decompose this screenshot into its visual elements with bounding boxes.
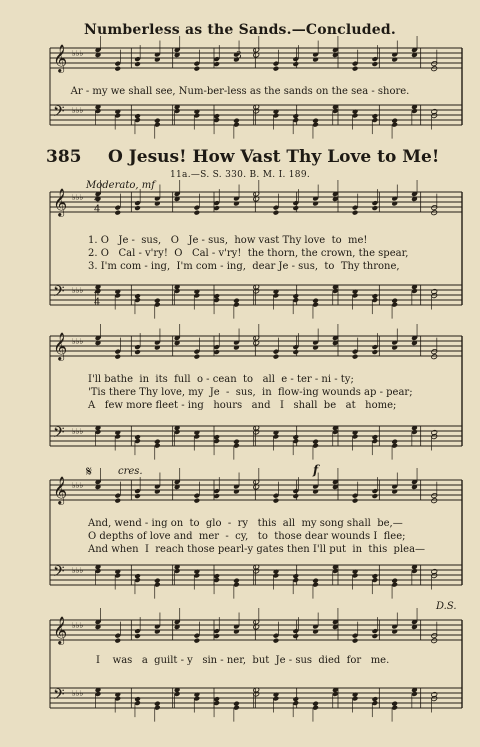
note-head <box>312 629 319 635</box>
triplet-mark: 3 <box>236 51 242 61</box>
clef-symbol: 𝄢 <box>53 686 65 707</box>
clef-symbol: 𝄢 <box>53 283 65 304</box>
note-head <box>391 57 398 63</box>
clef-symbol: 4 <box>94 204 101 215</box>
note-head <box>431 66 438 72</box>
note-head <box>292 61 299 67</box>
note-head <box>194 638 201 644</box>
clef-symbol: ♭♭♭ <box>72 566 84 575</box>
note-head <box>273 66 280 72</box>
verse-line: 3. I'm com - ing, I'm com - ing, dear Je - sus, to Thy throne, <box>88 261 400 272</box>
clef-symbol: 𝄢 <box>53 563 65 584</box>
segno-sign: 𝄋 <box>86 464 93 480</box>
note-head <box>372 349 379 355</box>
note-head <box>233 629 240 635</box>
note-head <box>134 205 141 211</box>
clef-symbol: ♭♭♭ <box>72 337 84 346</box>
note-head <box>312 57 319 63</box>
note-head <box>233 345 240 351</box>
clef-symbol: ♭♭♭ <box>72 481 84 490</box>
note-head <box>431 349 438 355</box>
note-head <box>312 489 319 495</box>
note-head <box>154 489 161 495</box>
note-head <box>391 489 398 495</box>
hymn-reference: 11a.—S. S. 330. B. M. I. 189. <box>170 170 310 180</box>
tempo-marking: Moderato, mf <box>86 180 155 191</box>
note-head <box>352 354 359 360</box>
verse-line: 'Tis there Thy love, my Je - sus, in flow-ing wounds ap - pear; <box>88 387 413 398</box>
clef-symbol: 𝄞 <box>53 616 68 644</box>
note-head <box>391 201 398 207</box>
note-head <box>154 345 161 351</box>
note-head <box>431 205 438 211</box>
note-head <box>233 201 240 207</box>
note-head <box>431 354 438 360</box>
clef-symbol: 4 <box>94 297 101 308</box>
note-head <box>372 205 379 211</box>
clef-symbol: ♭♭♭ <box>72 49 84 58</box>
note-head <box>114 354 121 360</box>
verse-line: 2. O Cal - v'ry! O Cal - v'ry! the thorn, the crown, the spear, <box>88 248 409 259</box>
note-head <box>154 629 161 635</box>
note-head <box>194 354 201 360</box>
note-head <box>134 349 141 355</box>
continued-hymn-title: Numberless as the Sands.—Concluded. <box>84 22 396 38</box>
note-head <box>233 489 240 495</box>
clef-symbol: 𝄞 <box>53 188 68 216</box>
note-head <box>114 66 121 72</box>
top-system-lyric: Ar - my we shall see, Num-ber-less as the sands on the sea - shore. <box>70 86 410 97</box>
note-head <box>372 633 379 639</box>
note-head <box>194 66 201 72</box>
clef-symbol: 𝄞 <box>53 476 68 504</box>
note-head <box>431 61 438 67</box>
note-head <box>431 493 438 499</box>
hymn-title: O Jesus! How Vast Thy Love to Me! <box>108 147 440 167</box>
note-head <box>273 354 280 360</box>
note-head <box>312 201 319 207</box>
note-head <box>154 201 161 207</box>
note-head <box>372 61 379 67</box>
clef-symbol: ♭♭♭ <box>72 427 84 436</box>
note-head <box>352 498 359 504</box>
note-head <box>391 345 398 351</box>
verse-line: A few more fleet - ing hours and I shall be at home; <box>88 400 397 411</box>
note-head <box>431 498 438 504</box>
clef-symbol: 𝄞 <box>53 44 68 72</box>
hymn-number: 385 <box>46 147 82 167</box>
note-head <box>154 57 161 63</box>
note-head <box>194 498 201 504</box>
verse-line: And when I reach those pearl-y gates then I'll put in this plea— <box>88 544 426 555</box>
note-head <box>391 629 398 635</box>
note-head <box>312 345 319 351</box>
clef-symbol: 4 <box>94 287 101 298</box>
forte-marking: f <box>313 463 319 477</box>
clef-symbol: ♭♭♭ <box>72 286 84 295</box>
note-head <box>114 498 121 504</box>
note-head <box>292 493 299 499</box>
clef-symbol: 𝄢 <box>53 103 65 124</box>
note-head <box>273 498 280 504</box>
verse-line: 1. O Je - sus, O Je - sus, how vast Thy love to me! <box>88 235 368 246</box>
clef-symbol: ♭♭♭ <box>72 193 84 202</box>
note-head <box>134 493 141 499</box>
verse-line: And, wend - ing on to glo - ry this all my song shall be,— <box>88 518 403 529</box>
note-head <box>352 210 359 216</box>
note-head <box>273 638 280 644</box>
clef-symbol: ♭♭♭ <box>72 621 84 630</box>
verse-line: I'll bathe in its full o - cean to all e - ter - ni - ty; <box>88 374 354 385</box>
note-head <box>273 210 280 216</box>
note-head <box>114 210 121 216</box>
note-head <box>292 349 299 355</box>
clef-symbol: 4 <box>94 194 101 205</box>
note-head <box>134 61 141 67</box>
dal-segno-marking: D.S. <box>436 601 457 612</box>
note-head <box>431 633 438 639</box>
clef-symbol: 𝄞 <box>53 332 68 360</box>
note-head <box>431 638 438 644</box>
note-head <box>194 210 201 216</box>
note-head <box>431 210 438 216</box>
verse-line: O depths of love and mer - cy, to those dear wounds I flee; <box>88 531 406 542</box>
note-head <box>372 493 379 499</box>
note-head <box>292 633 299 639</box>
verse-line: I was a guilt - y sin - ner, but Je - sus died for me. <box>96 655 390 666</box>
note-head <box>292 205 299 211</box>
note-head <box>134 633 141 639</box>
note-head <box>352 66 359 72</box>
note-head <box>114 638 121 644</box>
clef-symbol: 𝄢 <box>53 424 65 445</box>
clef-symbol: ♭♭♭ <box>72 106 84 115</box>
clef-symbol: ♭♭♭ <box>72 689 84 698</box>
note-head <box>352 638 359 644</box>
crescendo-marking: cres. <box>118 466 143 477</box>
